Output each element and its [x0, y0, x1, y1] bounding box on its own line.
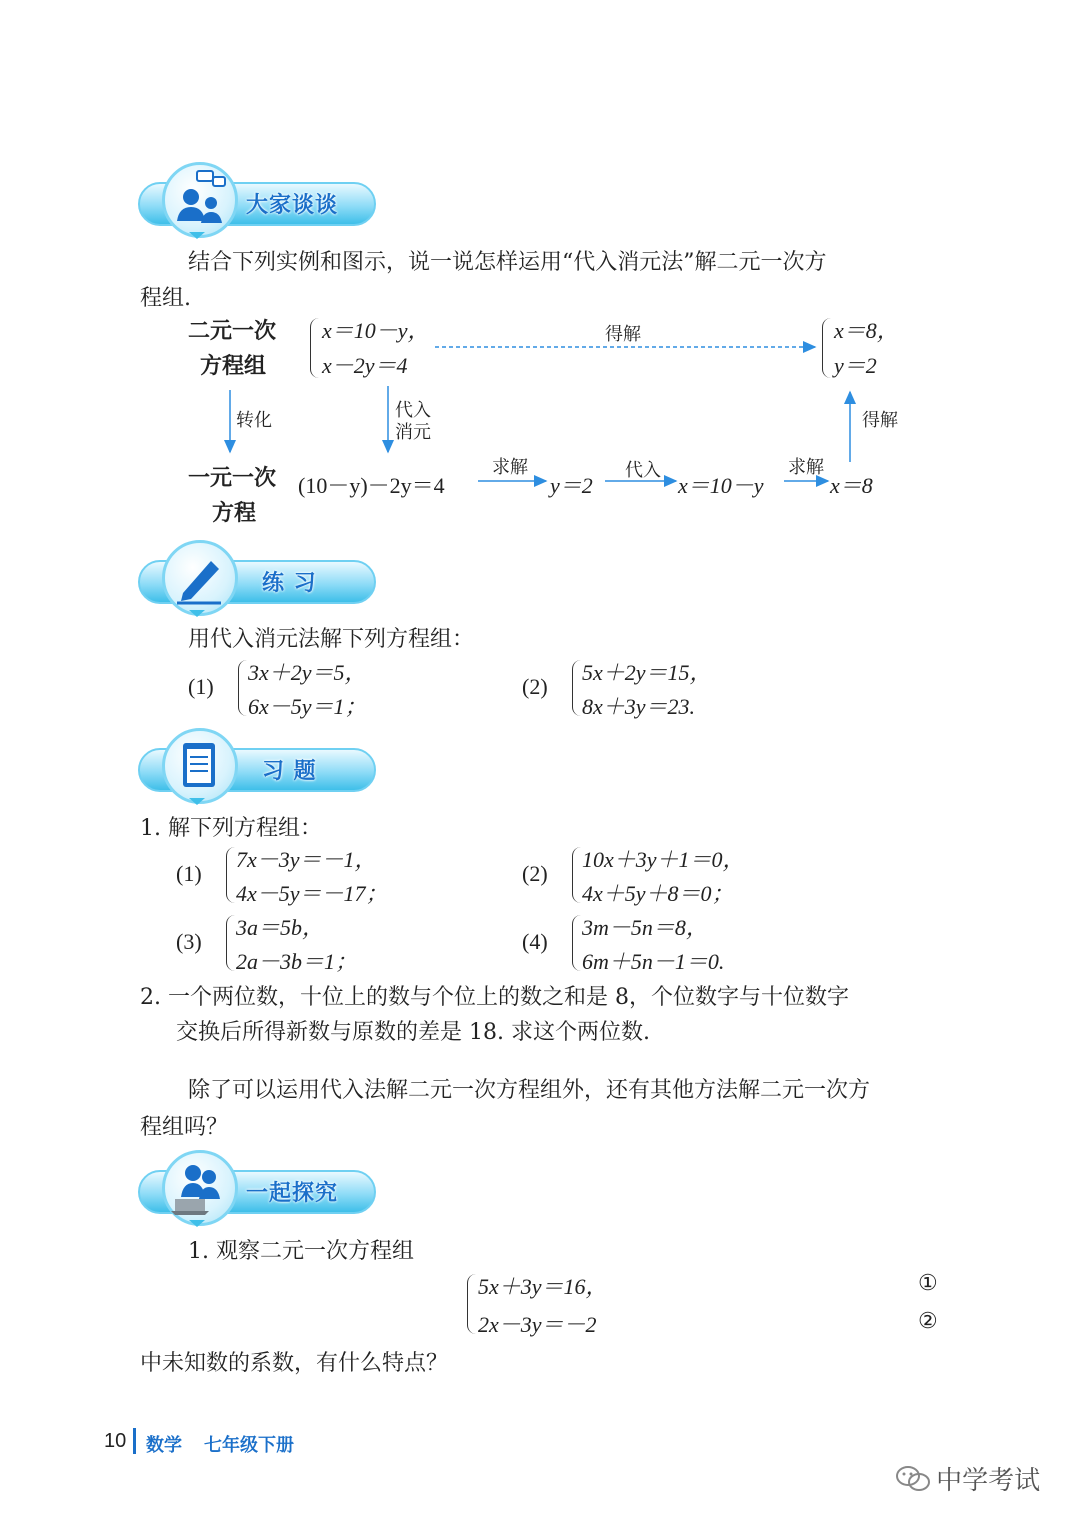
problem-number: (1): [176, 861, 202, 886]
equation-tag: ②: [918, 1308, 938, 1333]
problem-eq: 8x＋3y＝23.: [582, 694, 696, 719]
notebook-icon: [162, 728, 238, 804]
problem-eq: 4x＋5y＋8＝0；: [582, 881, 734, 906]
label-system: 二元一次: [188, 319, 277, 344]
exercise-q1: 1. 解下列方程组：: [140, 816, 322, 841]
arrow-label-dairu-2: 消元: [395, 422, 431, 443]
problem-number: (4): [522, 929, 548, 954]
label-system-2: 方程组: [200, 354, 267, 379]
problem-eq: 3m－5n＝8，: [582, 915, 708, 940]
bottom-eq4: x＝8: [830, 473, 873, 498]
watermark-text: 中学考试: [936, 1466, 1041, 1496]
problem-number: (3): [176, 929, 202, 954]
equation-tag: ①: [918, 1270, 938, 1295]
footer-divider: [133, 1428, 136, 1454]
transition-line2: 程组吗？: [140, 1115, 229, 1140]
system-eq2: x－2y＝4: [322, 353, 408, 378]
result-eq1: x＝8，: [834, 318, 899, 343]
system-eq1: x＝10－y，: [322, 318, 430, 343]
intro-text-line1: 结合下列实例和图示，说一说怎样运用“代入消元法”解二元一次方: [188, 250, 827, 275]
problem-eq: 10x＋3y＋1＝0，: [582, 847, 745, 872]
footer-subject: 数学: [146, 1435, 182, 1456]
intro-text-line2: 程组.: [140, 286, 191, 311]
explore-eq1: 5x＋3y＝16，: [478, 1274, 608, 1299]
problem-eq: 6m＋5n－1＝0.: [582, 949, 725, 974]
explore-eq2: 2x－3y＝－2: [478, 1312, 597, 1337]
exercise-q2-line1: 2. 一个两位数，十位上的数与个位上的数之和是 8，个位数字与十位数字: [140, 985, 849, 1010]
problem-eq: 3x＋2y＝5，: [248, 660, 367, 685]
label-single: 一元一次: [188, 466, 277, 491]
section-title: 练 习: [262, 571, 317, 596]
problem-number: (2): [522, 674, 548, 699]
explore-item1: 1. 观察二元一次方程组: [188, 1239, 414, 1264]
problem-eq: 3a＝5b，: [236, 915, 325, 940]
problem-eq: 6x－5y＝1；: [248, 694, 367, 719]
transition-line1: 除了可以运用代入法解二元一次方程组外，还有其他方法解二元一次方: [188, 1078, 871, 1103]
bottom-eq3: x＝10－y: [678, 473, 764, 498]
bottom-eq1: (10－y)－2y＝4: [298, 473, 445, 498]
section-title: 大家谈谈: [246, 193, 339, 218]
footer-book: 七年级下册: [204, 1435, 294, 1456]
problem-number: (1): [188, 674, 214, 699]
practice-prompt: 用代入消元法解下列方程组：: [188, 627, 475, 652]
section-title: 习 题: [262, 759, 317, 784]
section-banner-practice: [138, 540, 374, 612]
problem-eq: 4x－5y＝－17；: [236, 881, 388, 906]
section-title: 一起探究: [246, 1181, 339, 1206]
arrow-label-dejie-top: 得解: [605, 324, 641, 345]
arrow-label-dairu-bottom: 代入: [625, 460, 661, 481]
diagram-arrows: [0, 0, 1080, 560]
problem-number: (2): [522, 861, 548, 886]
arrow-label-zhuanhua: 转化: [236, 410, 272, 431]
wechat-icon: [895, 1464, 931, 1494]
section-banner-exercises: [138, 728, 374, 800]
explore-question: 中未知数的系数，有什么特点？: [140, 1351, 449, 1376]
section-banner-explore: [138, 1150, 374, 1222]
arrow-label-qiujie-2: 求解: [788, 457, 824, 478]
arrow-label-dairu-1: 代入: [395, 400, 431, 421]
bottom-eq2: y＝2: [550, 473, 593, 498]
problem-eq: 5x＋2y＝15，: [582, 660, 712, 685]
page-number: 10: [104, 1430, 127, 1452]
people-laptop-icon: [162, 1150, 238, 1226]
arrow-label-qiujie-1: 求解: [492, 457, 528, 478]
pencil-icon: [162, 540, 238, 616]
problem-eq: 7x－3y＝－1，: [236, 847, 377, 872]
wechat-watermark: [895, 1460, 1040, 1497]
problem-eq: 2a－3b＝1；: [236, 949, 358, 974]
arrow-label-dejie-right: 得解: [862, 410, 898, 431]
result-eq2: y＝2: [834, 353, 877, 378]
exercise-q2-line2: 交换后所得新数与原数的差是 18. 求这个两位数.: [176, 1020, 650, 1045]
label-single-2: 方程: [212, 501, 257, 526]
